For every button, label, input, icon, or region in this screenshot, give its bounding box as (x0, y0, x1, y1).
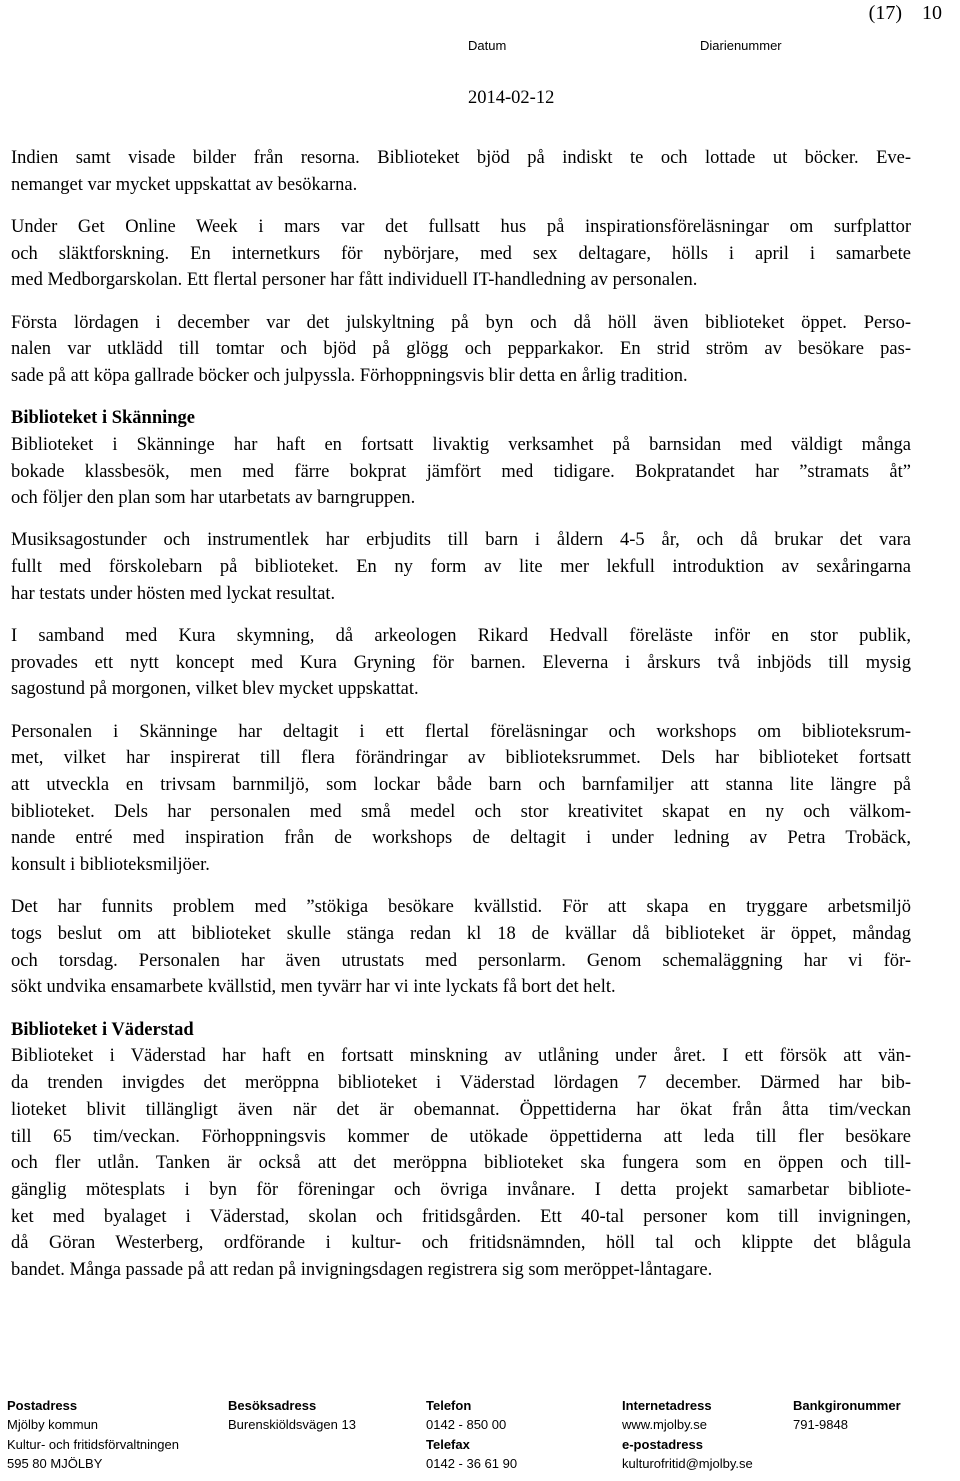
paragraph-line: fullt med förskolebarn på biblioteket. En ny form av lite mer lekfull introduktion av sexåringarna (11, 557, 911, 578)
postal-address-label: Postadress (7, 1398, 78, 1413)
paragraph-line: sagostund på morgonen, vilket blev mycket uppskattat. (11, 679, 419, 700)
footer-row-3 (0, 1437, 960, 1456)
paragraph-line: att utveckla en trivsam barnmiljö, som lockar både barn och barnfamiljer att stanna lite längre på (11, 775, 911, 796)
paragraph-line: sökt undvika ensamarbete kvällstid, men tyvärr har vi inte lyckats få bort det helt. (11, 977, 616, 998)
footer-row-1 (0, 1398, 960, 1417)
bank-giro-label: Bankgironummer (793, 1398, 901, 1413)
document-date: 2014-02-12 (468, 88, 555, 108)
paragraph-line: togs beslut om att biblioteket skulle stänga redan kl 18 de kvällar då biblioteket är öppet, måndag (11, 924, 911, 945)
page-number-current: 10 (922, 2, 942, 24)
paragraph-line: provades ett nytt koncept med Kura Gryning för barnen. Eleverna i årskurs två inbjöds till mysig (11, 652, 911, 673)
body-paragraph (11, 623, 911, 703)
paragraph-line: och torsdag. Personalen har även utrustats med personlarm. Genom schemaläggning har vi för- (11, 950, 911, 971)
body-paragraph (11, 527, 911, 607)
visiting-address-value: Burenskiöldsvägen 13 (228, 1417, 356, 1433)
paragraph-line: och följer den plan som har utarbetats av barngruppen. (11, 488, 416, 509)
postal-address-line-2: Kultur- och fritidsförvaltningen (7, 1436, 179, 1452)
paragraph-line: met, vilket har inspirerat till flera förändringar av biblioteksrummet. Dels har biblioteket fortsatt (11, 748, 911, 769)
date-label: Datum (468, 38, 507, 53)
footer-row-2 (0, 1417, 960, 1436)
paragraph-line: da trenden invigdes det meröppna biblioteket i Väderstad lördagen 7 december. Därmed har bib- (11, 1073, 911, 1094)
body-paragraph (11, 432, 911, 512)
web-address-link[interactable]: www.mjolby.se (622, 1417, 708, 1433)
paragraph-line: Musiksagostunder och instrumentlek har erbjudits till barn i åldern 4-5 år, och då brukar det vara (11, 530, 911, 551)
footer-row-4 (0, 1456, 960, 1475)
body-paragraph (11, 719, 911, 879)
paragraph-line: sade på att köpa gallrade böcker och julpyssla. Förhoppningsvis blir detta en årlig tradition. (11, 365, 688, 386)
page-footer (0, 1398, 960, 1476)
fax-label: Telefax (426, 1436, 470, 1452)
body-paragraph (11, 1043, 911, 1283)
paragraph-line: lioteket blivit tillängligt även när det är obemannat. Öppettiderna har ökat från åtta tim/veckan (11, 1099, 911, 1120)
paragraph-line: Personalen i Skänninge har deltagit i ett flertal föreläsningar och workshops om biblioteksrum- (11, 721, 911, 742)
body-paragraph (11, 214, 911, 294)
paragraph-line: Det har funnits problem med ”stökiga besökare kvällstid. För att skapa en tryggare arbetsmiljö (11, 897, 911, 918)
paragraph-line: nande entré med inspiration från de workshops de deltagit i under ledning av Petra Trobäck, (11, 828, 911, 849)
phone-label: Telefon (426, 1398, 472, 1413)
paragraph-line: Indien samt visade bilder från resorna. Biblioteket bjöd på indiskt te och lottade ut böcker. Eve- (11, 148, 911, 168)
paragraph-line: I samband med Kura skymning, då arkeologen Rikard Hedvall föreläste inför en stor publik, (11, 626, 911, 647)
body-paragraph (11, 145, 911, 198)
paragraph-line: Första lördagen i december var det julskyltning på byn och då höll även biblioteket öppet. Perso- (11, 312, 911, 333)
paragraph-line: har testats under hösten med lyckat resultat. (11, 583, 336, 604)
paragraph-line: och fler utlån. Tanken är också att det meröppna biblioteket ska fungera som en öppen och till- (11, 1153, 911, 1174)
email-label: e-postadress (622, 1436, 703, 1452)
phone-value: 0142 - 850 00 (426, 1417, 507, 1433)
paragraph-line: ket med byalaget i Väderstad, skolan och fritidsgården. Ett 40-tal personer kom till invigningen, (11, 1206, 911, 1227)
paragraph-line: konsult i biblioteksmiljöer. (11, 855, 210, 876)
page-number (869, 2, 942, 25)
paragraph-line: Biblioteket i Skänninge har haft en fortsatt livaktig verksamhet på barnsidan med väldigt många (11, 434, 911, 455)
postal-address-line-3: 595 80 MJÖLBY (7, 1456, 103, 1472)
paragraph-line: då Göran Westerberg, ordförande i kultur- och fritidsnämnden, höll tal och klippte det blågula (11, 1233, 911, 1254)
bank-giro-value: 791-9848 (793, 1417, 848, 1433)
postal-address-line-1: Mjölby kommun (7, 1417, 99, 1433)
diary-number-label: Diarienummer (700, 38, 782, 53)
paragraph-line: bokade klassbesök, men med färre bokprat jämfört med tidigare. Bokpratandet har ”stramats åt” (11, 461, 911, 482)
fax-value: 0142 - 36 61 90 (426, 1456, 518, 1472)
paragraph-line: nemanget var mycket uppskattat av besökarna. (11, 174, 358, 195)
body-paragraph (11, 310, 911, 390)
paragraph-line: och släktforskning. En internetkurs för nybörjare, med sex deltagare, hölls i april i samarbete (11, 243, 911, 264)
paragraph-line: till 65 tim/veckan. Förhoppningsvis kommer de utökade öppettiderna att leda till fler besökare (11, 1126, 911, 1147)
paragraph-line: nalen var utklädd till tomtar och bjöd på glögg och pepparkakor. En strid ström av besökare pas- (11, 339, 911, 360)
paragraph-line: Biblioteket i Väderstad har haft en fortsatt minskning av utlåning under året. I ett försök att vän- (11, 1046, 911, 1067)
body-paragraph (11, 894, 911, 1001)
web-address-label: Internetadress (622, 1398, 712, 1413)
paragraph-line: Under Get Online Week i mars var det fullsatt hus på inspirationsföreläsningar om surfplattor (11, 216, 911, 237)
document-body (11, 145, 911, 1299)
section-heading: Biblioteket i Skänninge (11, 408, 196, 429)
section-heading: Biblioteket i Väderstad (11, 1019, 194, 1040)
visiting-address-label: Besöksadress (228, 1398, 317, 1413)
paragraph-line: med Medborgarskolan. Ett flertal personer har fått individuell IT-handledning av personalen. (11, 270, 698, 291)
paragraph-line: bandet. Många passade på att redan på invigningsdagen registrera sig som meröppet-låntagare. (11, 1260, 713, 1281)
page-number-total: (17) (868, 2, 902, 24)
paragraph-line: biblioteket. Dels har personalen med små medel och stor kreativitet skapat en ny och välkom- (11, 801, 911, 822)
email-link[interactable]: kulturofritid@mjolby.se (622, 1456, 753, 1472)
paragraph-line: gänglig mötesplats i byn för föreningar och övriga invånare. I detta projekt samarbetar bibliote- (11, 1179, 911, 1200)
